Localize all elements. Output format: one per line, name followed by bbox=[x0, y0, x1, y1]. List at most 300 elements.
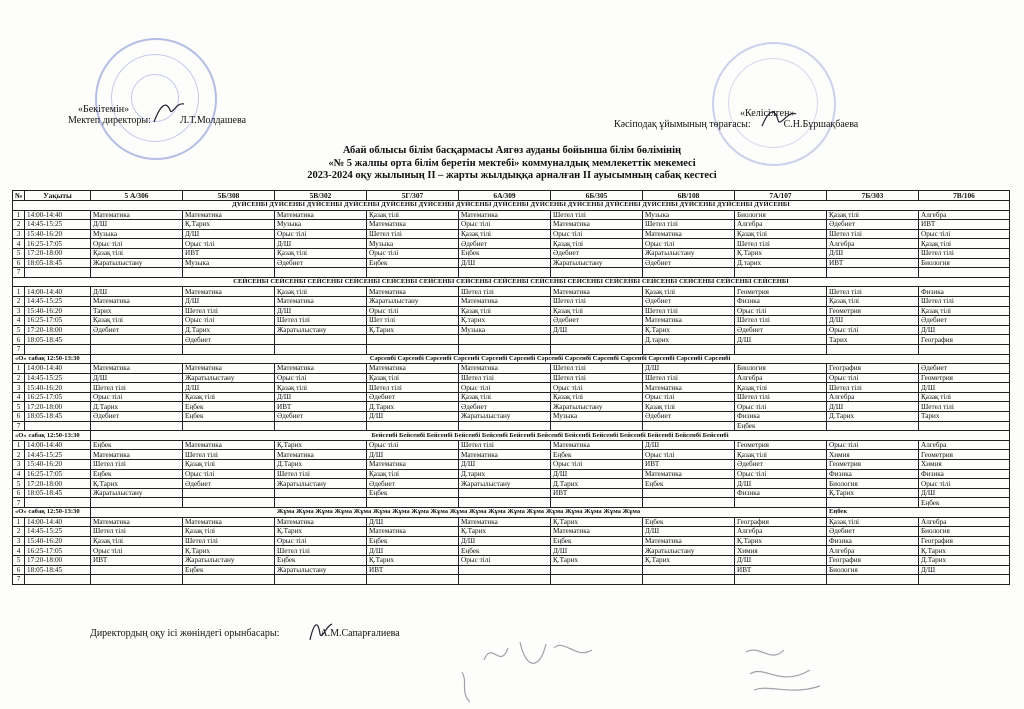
lesson-subject: Д.Тарих bbox=[827, 412, 919, 422]
lesson-subject: Д/Ш bbox=[919, 488, 1010, 498]
column-header: 5 А/306 bbox=[91, 191, 183, 201]
lesson-time: 18:05-18:45 bbox=[25, 488, 91, 498]
lesson-subject: Математика bbox=[183, 440, 275, 450]
lesson-subject bbox=[551, 565, 643, 575]
lesson-number: 1 bbox=[13, 364, 25, 374]
lesson-subject: Математика bbox=[459, 450, 551, 460]
lesson-subject: Қ.Тарих bbox=[735, 248, 827, 258]
lesson-number: 2 bbox=[13, 450, 25, 460]
lesson-subject: Математика bbox=[643, 229, 735, 239]
lesson-number: 3 bbox=[13, 383, 25, 393]
lesson-subject: Еңбек bbox=[367, 488, 459, 498]
lesson-subject: Математика bbox=[367, 364, 459, 374]
lesson-subject: Математика bbox=[183, 210, 275, 220]
lesson-subject bbox=[459, 335, 551, 345]
director-signature bbox=[150, 96, 190, 126]
lesson-subject: Математика bbox=[183, 517, 275, 527]
lesson-subject: Қ.Тарих bbox=[275, 440, 367, 450]
lesson-row bbox=[13, 373, 1010, 383]
lesson-row bbox=[13, 479, 1010, 489]
lesson-subject: Әдебиет bbox=[735, 460, 827, 470]
lesson-subject: Д/Ш bbox=[551, 469, 643, 479]
lesson-subject: Қ.Тарих bbox=[459, 527, 551, 537]
lesson-subject: Еңбек bbox=[275, 555, 367, 565]
lesson-subject: Д/Ш bbox=[275, 306, 367, 316]
lesson-subject bbox=[183, 498, 275, 508]
lesson-subject: География bbox=[919, 536, 1010, 546]
lesson-subject: Музыка bbox=[91, 229, 183, 239]
lesson-subject bbox=[91, 421, 183, 431]
lesson-time: 18:05-18:45 bbox=[25, 258, 91, 268]
lesson-subject: Математика bbox=[275, 210, 367, 220]
lesson-subject: ИВТ bbox=[91, 555, 183, 565]
lesson-number: 4 bbox=[13, 392, 25, 402]
lesson-subject: Д.Тарих bbox=[919, 555, 1010, 565]
lesson-subject: Жаратылыстану bbox=[551, 402, 643, 412]
lesson-time: 15:40-16:20 bbox=[25, 460, 91, 470]
header-row bbox=[13, 191, 1010, 201]
lesson-subject: Д/Ш bbox=[643, 527, 735, 537]
lesson-subject bbox=[367, 335, 459, 345]
lesson-subject bbox=[183, 575, 275, 585]
lesson-subject: Математика bbox=[275, 296, 367, 306]
day-label: ДҮЙСЕНБІ ДҮЙСЕНБІ ДҮЙСЕНБІ ДҮЙСЕНБІ ДҮЙСЕНБІ ДҮЙСЕНБІ ДҮЙСЕНБІ ДҮЙСЕНБІ ДҮЙСЕНБІ ДҮЙСЕНБІ ДҮЙСЕНБІ ДҮЙСЕНБІ ДҮЙСЕНБІ ДҮЙСЕНБІ ДҮЙСЕНБІ bbox=[13, 201, 1010, 211]
lesson-subject: Қазақ тілі bbox=[919, 239, 1010, 249]
lesson-subject bbox=[91, 344, 183, 354]
lesson-subject: Физика bbox=[919, 469, 1010, 479]
lesson-subject: Орыс тілі bbox=[735, 469, 827, 479]
lesson-subject: Физика bbox=[735, 488, 827, 498]
lesson-subject: Қазақ тілі bbox=[735, 450, 827, 460]
lesson-subject: Әдебиет bbox=[643, 296, 735, 306]
lesson-subject bbox=[459, 498, 551, 508]
lesson-subject: Қазақ тілі bbox=[367, 210, 459, 220]
lesson-subject: Орыс тілі bbox=[735, 402, 827, 412]
lesson-time: 16:25-17:05 bbox=[25, 239, 91, 249]
day-header-row bbox=[13, 277, 1010, 287]
lesson-subject: Математика bbox=[643, 383, 735, 393]
lesson-number: 2 bbox=[13, 373, 25, 383]
lesson-subject: Алгебра bbox=[827, 239, 919, 249]
lesson-subject: Еңбек bbox=[459, 248, 551, 258]
lesson-row bbox=[13, 421, 1010, 431]
lesson-time: 18:05-18:45 bbox=[25, 335, 91, 345]
lesson-subject: Математика bbox=[459, 296, 551, 306]
lesson-subject: Орыс тілі bbox=[827, 440, 919, 450]
lesson-subject: Шетел тілі bbox=[643, 306, 735, 316]
lesson-subject: Тарих bbox=[827, 335, 919, 345]
lesson-subject bbox=[91, 268, 183, 278]
lesson-subject: Орыс тілі bbox=[367, 306, 459, 316]
lesson-subject bbox=[643, 344, 735, 354]
lesson-row bbox=[13, 268, 1010, 278]
lesson-time: 14:45-15:25 bbox=[25, 220, 91, 230]
lesson-time: 17:20-18:00 bbox=[25, 402, 91, 412]
lesson-subject: Геометрия bbox=[735, 440, 827, 450]
lesson-number: 4 bbox=[13, 239, 25, 249]
lesson-row bbox=[13, 575, 1010, 585]
lesson-subject: Қазақ тілі bbox=[551, 239, 643, 249]
lesson-subject bbox=[367, 575, 459, 585]
approval-right-role: Кәсіподақ ұйымының төрағасы: bbox=[614, 119, 751, 130]
lesson-subject: Жаратылыстану bbox=[275, 479, 367, 489]
lesson-row bbox=[13, 258, 1010, 268]
lesson-row bbox=[13, 220, 1010, 230]
lesson-subject: Орыс тілі bbox=[183, 316, 275, 326]
lesson-time: 17:20-18:00 bbox=[25, 248, 91, 258]
lesson-subject: Математика bbox=[551, 287, 643, 297]
lesson-subject: Математика bbox=[643, 316, 735, 326]
lesson-subject: Қ.Тарих bbox=[551, 517, 643, 527]
lesson-number: 7 bbox=[13, 344, 25, 354]
lesson-subject: Музыка bbox=[275, 220, 367, 230]
lesson-subject: Жаратылыстану bbox=[459, 479, 551, 489]
lesson-subject: Д.Тарих bbox=[551, 479, 643, 489]
lesson-subject: Шетел тілі bbox=[827, 383, 919, 393]
lesson-number: 7 bbox=[13, 268, 25, 278]
zero-lesson-label: «О» сабақ 12:50-13:30 bbox=[13, 508, 91, 518]
lesson-subject: Қ.Тарих bbox=[91, 479, 183, 489]
title-line-2: «№ 5 жалпы орта білім беретін мектебі» коммуналдық мемлекеттік мекемесі bbox=[328, 158, 696, 169]
lesson-subject: Алгебра bbox=[735, 220, 827, 230]
lesson-subject: Д/Ш bbox=[459, 460, 551, 470]
day-label: Жұма Жұма Жұма Жұма Жұма Жұма Жұма Жұма Жұма Жұма Жұма Жұма Жұма Жұма Жұма Жұма Жұма Жұма Жұма bbox=[91, 508, 827, 518]
lesson-row bbox=[13, 344, 1010, 354]
lesson-subject: Математика bbox=[275, 450, 367, 460]
lesson-subject: Алгебра bbox=[827, 392, 919, 402]
lesson-subject: Қ.Тарих bbox=[735, 536, 827, 546]
lesson-subject bbox=[459, 488, 551, 498]
day-label: Бейсенбі Бейсенбі Бейсенбі Бейсенбі Бейсенбі Бейсенбі Бейсенбі Бейсенбі Бейсенбі Бейсенбі Бейсенбі Бейсенбі Бейсенбі bbox=[91, 431, 1010, 441]
lesson-subject: Шетел тілі bbox=[551, 296, 643, 306]
lesson-subject: Қазақ тілі bbox=[735, 383, 827, 393]
lesson-subject: Қ.Тарих bbox=[643, 555, 735, 565]
lesson-subject: Алгебра bbox=[827, 546, 919, 556]
approval-right-word: «Келісілген» bbox=[740, 108, 795, 119]
lesson-subject: Қазақ тілі bbox=[827, 517, 919, 527]
lesson-subject: Әдебиет bbox=[827, 220, 919, 230]
lesson-subject: Еңбек bbox=[91, 440, 183, 450]
lesson-subject: Әдебиет bbox=[91, 412, 183, 422]
lesson-subject: Д/Ш bbox=[91, 220, 183, 230]
lesson-subject: Математика bbox=[91, 517, 183, 527]
lesson-row bbox=[13, 460, 1010, 470]
lesson-row bbox=[13, 412, 1010, 422]
lesson-number: 3 bbox=[13, 536, 25, 546]
lesson-subject: Шетел тілі bbox=[827, 287, 919, 297]
column-header: № bbox=[13, 191, 25, 201]
lesson-subject: Жаратылыстану bbox=[183, 555, 275, 565]
lesson-subject: Әдебиет bbox=[551, 316, 643, 326]
zero-lesson-label: «О» сабақ 12:50-13:30 bbox=[13, 431, 91, 441]
lesson-subject: Шетел тілі bbox=[735, 239, 827, 249]
lesson-subject bbox=[643, 575, 735, 585]
lesson-time: 14:00-14:40 bbox=[25, 517, 91, 527]
lesson-subject bbox=[827, 575, 919, 585]
lesson-subject: Қазақ тілі bbox=[275, 248, 367, 258]
lesson-subject: Физика bbox=[735, 296, 827, 306]
lesson-subject: Музыка bbox=[183, 258, 275, 268]
lesson-subject: Жаратылыстану bbox=[183, 373, 275, 383]
lesson-subject: География bbox=[827, 364, 919, 374]
lesson-subject: Д/Ш bbox=[367, 412, 459, 422]
lesson-row bbox=[13, 527, 1010, 537]
lesson-number: 6 bbox=[13, 258, 25, 268]
lesson-subject: Орыс тілі bbox=[735, 306, 827, 316]
lesson-subject: Химия bbox=[919, 460, 1010, 470]
lesson-subject: Еңбек bbox=[643, 479, 735, 489]
lesson-subject bbox=[367, 268, 459, 278]
lesson-subject: Геометрия bbox=[735, 287, 827, 297]
lesson-subject: Жаратылыстану bbox=[643, 248, 735, 258]
lesson-subject: Математика bbox=[551, 440, 643, 450]
lesson-time: 14:45-15:25 bbox=[25, 296, 91, 306]
lesson-subject: География bbox=[735, 517, 827, 527]
lesson-number: 1 bbox=[13, 287, 25, 297]
lesson-number: 3 bbox=[13, 460, 25, 470]
lesson-subject: Әдебиет bbox=[367, 392, 459, 402]
lesson-time bbox=[25, 421, 91, 431]
lesson-subject: Қазақ тілі bbox=[735, 229, 827, 239]
lesson-number: 5 bbox=[13, 479, 25, 489]
lesson-number: 1 bbox=[13, 517, 25, 527]
lesson-number: 5 bbox=[13, 402, 25, 412]
lesson-subject: Орыс тілі bbox=[643, 392, 735, 402]
footer-role: Директордың оқу ісі жөніндегі орынбасары: bbox=[90, 628, 280, 639]
lesson-row bbox=[13, 316, 1010, 326]
lesson-time: 14:45-15:25 bbox=[25, 527, 91, 537]
lesson-subject: Музыка bbox=[367, 239, 459, 249]
lesson-subject: Геометрия bbox=[919, 450, 1010, 460]
lesson-subject: Шетел тілі bbox=[551, 373, 643, 383]
lesson-subject: Д/Ш bbox=[643, 440, 735, 450]
lesson-subject: Д/Ш bbox=[459, 536, 551, 546]
lesson-subject: Шет тілі bbox=[367, 316, 459, 326]
lesson-number: 6 bbox=[13, 412, 25, 422]
lesson-subject: Физика bbox=[919, 287, 1010, 297]
lesson-subject: Шетел тілі bbox=[827, 229, 919, 239]
lesson-subject: Жаратылыстану bbox=[551, 258, 643, 268]
handwritten-scribble-2 bbox=[740, 640, 830, 700]
lesson-subject: Орыс тілі bbox=[367, 440, 459, 450]
lesson-subject: Орыс тілі bbox=[551, 383, 643, 393]
lesson-subject: Д/Ш bbox=[367, 450, 459, 460]
lesson-subject: Шетел тілі bbox=[275, 469, 367, 479]
lesson-subject bbox=[919, 421, 1010, 431]
lesson-subject: Шетел тілі bbox=[275, 316, 367, 326]
approval-right bbox=[614, 108, 858, 130]
lesson-subject: Орыс тілі bbox=[275, 373, 367, 383]
lesson-subject: Шетел тілі bbox=[91, 383, 183, 393]
zero-lesson-label: «О» сабақ 12:50-13:30 bbox=[13, 354, 91, 364]
lesson-row bbox=[13, 555, 1010, 565]
lesson-row bbox=[13, 440, 1010, 450]
lesson-subject bbox=[275, 421, 367, 431]
lesson-subject bbox=[551, 268, 643, 278]
lesson-time: 14:45-15:25 bbox=[25, 450, 91, 460]
column-header: 5В/302 bbox=[275, 191, 367, 201]
lesson-subject: ИВТ bbox=[643, 460, 735, 470]
lesson-subject: Жаратылыстану bbox=[275, 565, 367, 575]
lesson-subject: Математика bbox=[275, 517, 367, 527]
lesson-subject: Алгебра bbox=[919, 210, 1010, 220]
lesson-subject: Д/Ш bbox=[735, 555, 827, 565]
day-header-row bbox=[13, 354, 1010, 364]
lesson-subject: Орыс тілі bbox=[643, 239, 735, 249]
lesson-subject bbox=[91, 565, 183, 575]
approval-left-role: Мектеп директоры: bbox=[68, 115, 151, 126]
lesson-subject: Математика bbox=[551, 220, 643, 230]
lesson-number: 5 bbox=[13, 248, 25, 258]
lesson-subject bbox=[91, 498, 183, 508]
lesson-subject: Орыс тілі bbox=[551, 229, 643, 239]
day-header-row bbox=[13, 201, 1010, 211]
lesson-subject: Математика bbox=[643, 469, 735, 479]
lesson-subject: Әдебиет bbox=[459, 402, 551, 412]
lesson-subject: Орыс тілі bbox=[459, 220, 551, 230]
lesson-subject: ИВТ bbox=[275, 402, 367, 412]
lesson-subject bbox=[735, 344, 827, 354]
lesson-subject: Қ.тарих bbox=[459, 316, 551, 326]
lesson-time: 16:25-17:05 bbox=[25, 469, 91, 479]
lesson-subject bbox=[551, 344, 643, 354]
lesson-subject: Қазақ тілі bbox=[459, 392, 551, 402]
lesson-subject: Қазақ тілі bbox=[367, 469, 459, 479]
lesson-subject: Математика bbox=[367, 527, 459, 537]
lesson-subject: Геометрия bbox=[919, 373, 1010, 383]
lesson-time: 17:20-18:00 bbox=[25, 555, 91, 565]
lesson-subject: Әдебиет bbox=[183, 479, 275, 489]
lesson-subject: Қ.Тарих bbox=[275, 527, 367, 537]
lesson-number: 3 bbox=[13, 306, 25, 316]
lesson-subject: Әдебиет bbox=[183, 335, 275, 345]
lesson-subject: Еңбек bbox=[459, 546, 551, 556]
lesson-subject bbox=[367, 498, 459, 508]
lesson-row bbox=[13, 392, 1010, 402]
lesson-subject: Алгебра bbox=[735, 527, 827, 537]
lesson-subject: Математика bbox=[183, 364, 275, 374]
lesson-number: 6 bbox=[13, 335, 25, 345]
lesson-subject: ИВТ bbox=[827, 258, 919, 268]
lesson-row bbox=[13, 383, 1010, 393]
approval-left-word: «Бекітемін» bbox=[78, 104, 130, 115]
lesson-subject bbox=[643, 268, 735, 278]
lesson-subject: Биология bbox=[919, 258, 1010, 268]
lesson-subject bbox=[643, 488, 735, 498]
lesson-subject: Орыс тілі bbox=[827, 373, 919, 383]
lesson-subject: Математика bbox=[91, 296, 183, 306]
lesson-subject: Қ.Тарих bbox=[367, 325, 459, 335]
lesson-subject: ИВТ bbox=[367, 565, 459, 575]
lesson-subject: Жаратылыстану bbox=[91, 258, 183, 268]
day-header-row bbox=[13, 508, 1010, 518]
lesson-subject: Тарих bbox=[919, 412, 1010, 422]
lesson-subject: Жаратылыстану bbox=[91, 488, 183, 498]
lesson-subject: Д/Ш bbox=[919, 383, 1010, 393]
lesson-number: 2 bbox=[13, 527, 25, 537]
lesson-subject: Шетел тілі bbox=[367, 383, 459, 393]
lesson-subject: Д.Тарих bbox=[183, 325, 275, 335]
lesson-subject: Музыка bbox=[551, 412, 643, 422]
lesson-subject: Қазақ тілі bbox=[91, 536, 183, 546]
lesson-subject: Д.тарих bbox=[459, 469, 551, 479]
lesson-subject: Қ.Тарих bbox=[367, 555, 459, 565]
lesson-subject: Математика bbox=[367, 287, 459, 297]
lesson-number: 2 bbox=[13, 296, 25, 306]
lesson-subject bbox=[551, 498, 643, 508]
lesson-subject: Қазақ тілі bbox=[183, 460, 275, 470]
lesson-subject: Еңбек bbox=[919, 498, 1010, 508]
lesson-subject: Д/Ш bbox=[827, 402, 919, 412]
lesson-subject: Физика bbox=[827, 469, 919, 479]
lesson-number: 4 bbox=[13, 546, 25, 556]
lesson-time: 18:05-18:45 bbox=[25, 565, 91, 575]
lesson-subject: Орыс тілі bbox=[183, 239, 275, 249]
lesson-number: 7 bbox=[13, 575, 25, 585]
column-header: 5Г/307 bbox=[367, 191, 459, 201]
lesson-number: 5 bbox=[13, 325, 25, 335]
column-header: 6Б/305 bbox=[551, 191, 643, 201]
lesson-row bbox=[13, 488, 1010, 498]
lesson-subject: Тарих bbox=[91, 306, 183, 316]
lesson-subject: Қазақ тілі bbox=[459, 306, 551, 316]
lesson-time: 15:40-16:20 bbox=[25, 306, 91, 316]
lesson-time: 16:25-17:05 bbox=[25, 316, 91, 326]
lesson-subject: Математика bbox=[643, 536, 735, 546]
lesson-subject: Қазақ тілі bbox=[643, 402, 735, 412]
lesson-subject: Қ.Тарих bbox=[919, 546, 1010, 556]
lesson-subject: География bbox=[919, 335, 1010, 345]
lesson-subject: Д/Ш bbox=[91, 287, 183, 297]
lesson-subject bbox=[275, 498, 367, 508]
lesson-subject: Еңбек bbox=[183, 565, 275, 575]
lesson-subject: Биология bbox=[735, 210, 827, 220]
lesson-subject bbox=[827, 268, 919, 278]
day-label: СЕЙСЕНБІ СЕЙСЕНБІ СЕЙСЕНБІ СЕЙСЕНБІ СЕЙСЕНБІ СЕЙСЕНБІ СЕЙСЕНБІ СЕЙСЕНБІ СЕЙСЕНБІ СЕЙСЕНБІ СЕЙСЕНБІ СЕЙСЕНБІ СЕЙСЕНБІ СЕЙСЕНБІ СЕЙСЕНБІ bbox=[13, 277, 1010, 287]
lesson-subject: Жаратылыстану bbox=[459, 412, 551, 422]
lesson-subject: Алгебра bbox=[919, 440, 1010, 450]
lesson-subject: Д/Ш bbox=[275, 239, 367, 249]
lesson-subject: ИВТ bbox=[183, 248, 275, 258]
title-line-1: Абай облысы білім басқармасы Аягөз ауданы бойынша білім бөлімінің bbox=[342, 145, 682, 156]
lesson-subject bbox=[735, 498, 827, 508]
lesson-subject: Қазақ тілі bbox=[919, 306, 1010, 316]
lesson-subject: Шетел тілі bbox=[551, 210, 643, 220]
lesson-subject: Д.Тарих bbox=[275, 460, 367, 470]
lesson-subject: Әдебиет bbox=[919, 364, 1010, 374]
lesson-subject: Орыс тілі bbox=[91, 239, 183, 249]
lesson-subject: Әдебиет bbox=[551, 248, 643, 258]
lesson-subject: Биология bbox=[735, 364, 827, 374]
lesson-subject: Математика bbox=[275, 364, 367, 374]
lesson-time: 16:25-17:05 bbox=[25, 546, 91, 556]
lesson-subject bbox=[275, 268, 367, 278]
lesson-subject: Еңбек bbox=[91, 469, 183, 479]
lesson-row bbox=[13, 402, 1010, 412]
lesson-time bbox=[25, 498, 91, 508]
lesson-number: 7 bbox=[13, 421, 25, 431]
lesson-subject: Математика bbox=[459, 210, 551, 220]
lesson-subject: Қазақ тілі bbox=[551, 306, 643, 316]
lesson-time: 18:05-18:45 bbox=[25, 412, 91, 422]
lesson-subject: Шетел тілі bbox=[919, 402, 1010, 412]
lesson-subject: Әдебиет bbox=[643, 258, 735, 268]
lesson-subject: Шетел тілі bbox=[367, 229, 459, 239]
lesson-row bbox=[13, 364, 1010, 374]
lesson-subject: Шетел тілі bbox=[275, 546, 367, 556]
column-header: Уақыты bbox=[25, 191, 91, 201]
lesson-subject: Орыс тілі bbox=[551, 460, 643, 470]
